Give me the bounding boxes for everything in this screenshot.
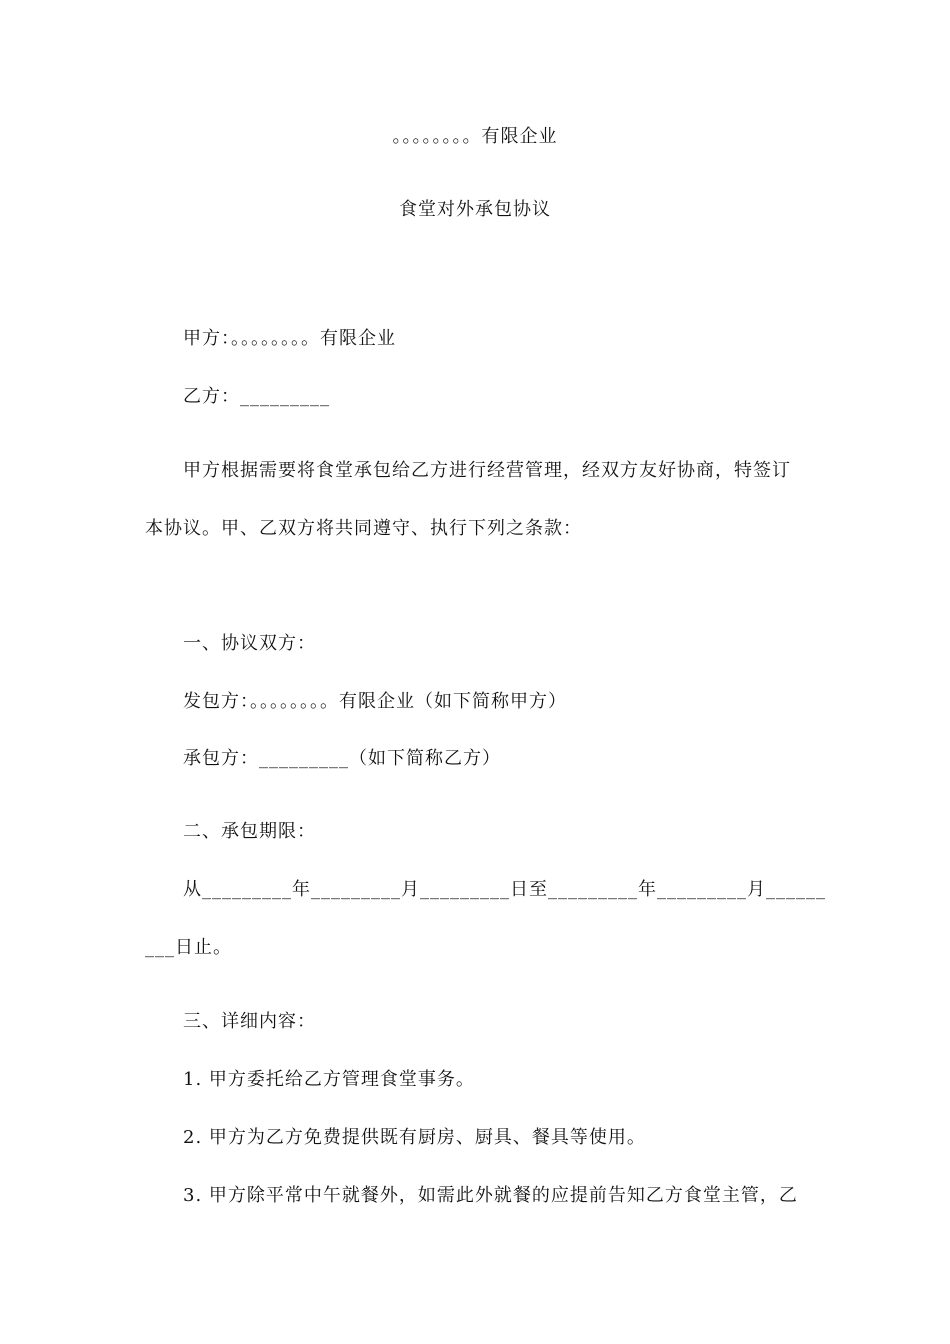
contractor-out-line: 发包方：。。。。。。。。有限企业（如下简称甲方） xyxy=(183,691,567,712)
contractor-in-line: 承包方：_________（如下简称乙方） xyxy=(183,748,501,769)
intro-paragraph-line-1: 甲方根据需要将食堂承包给乙方进行经营管理，经双方友好协商，特签订 xyxy=(183,460,791,481)
party-b-line: 乙方：_________ xyxy=(183,386,330,407)
document-title: 食堂对外承包协议 xyxy=(399,199,551,220)
section-3-heading: 三、详细内容： xyxy=(183,1011,316,1032)
section-2-heading: 二、承包期限： xyxy=(183,821,316,842)
company-name-heading: 。。。。。。。。有限企业 xyxy=(392,126,558,147)
intro-paragraph-line-2: 本协议。甲、乙双方将共同遵守、执行下列之条款： xyxy=(145,518,582,539)
party-a-line: 甲方：。。。。。。。。有限企业 xyxy=(183,328,396,349)
term-period-line-1: 从_________年_________月_________日至_________年_________月______ xyxy=(183,879,826,900)
term-period-line-2: ___日止。 xyxy=(145,937,232,958)
content-item-3: 3. 甲方除平常中午就餐外，如需此外就餐的应提前告知乙方食堂主管，乙 xyxy=(183,1185,798,1206)
content-item-2: 2. 甲方为乙方免费提供既有厨房、厨具、餐具等使用。 xyxy=(183,1127,646,1148)
section-1-heading: 一、协议双方： xyxy=(183,633,316,654)
content-item-1: 1. 甲方委托给乙方管理食堂事务。 xyxy=(183,1069,475,1090)
